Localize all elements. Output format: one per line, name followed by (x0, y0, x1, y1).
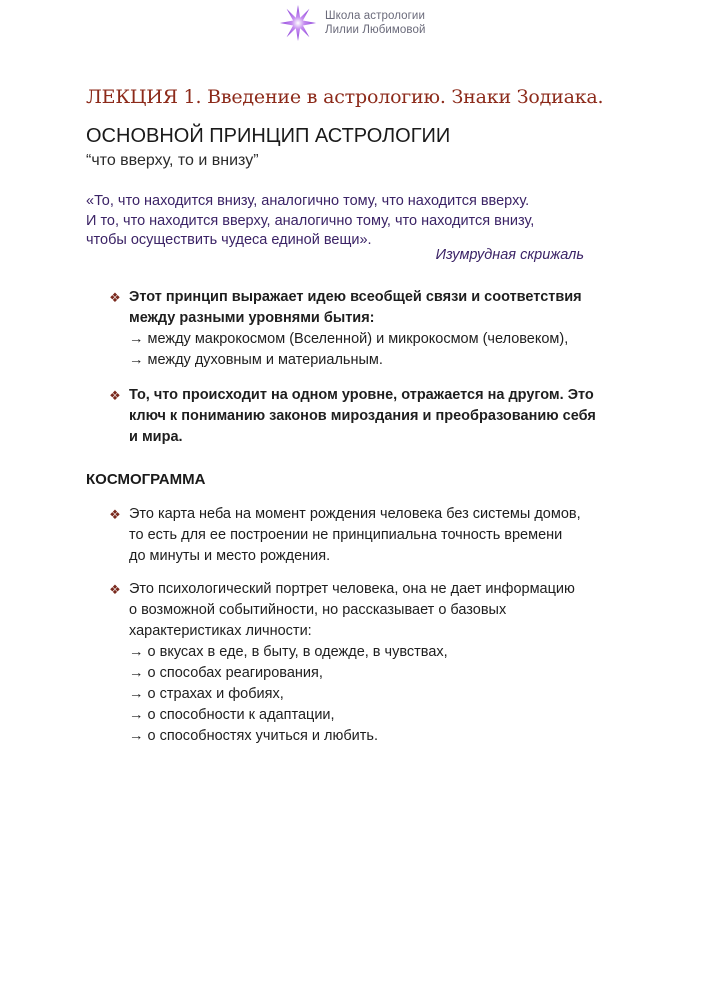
diamond-bullet-icon: ❖ (109, 290, 121, 305)
lecture-title: ЛЕКЦИЯ 1. Введение в астрологию. Знаки Зодиака. (86, 86, 604, 108)
quote-line: «То, что находится внизу, аналогично тому, что находится вверху. (86, 193, 530, 209)
cosmogram-line: о возможной событийности, но рассказывает о базовых (129, 602, 507, 618)
cosmogram-line: до минуты и место рождения. (129, 548, 331, 564)
quote-source: Изумрудная скрижаль (435, 247, 584, 263)
quote-line: И то, что находится вверху, аналогично тому, что находится внизу, (86, 212, 535, 229)
cosmogram-line: → о страхах и фобиях, (129, 686, 284, 702)
subheading: “что вверху, то и внизу” (86, 152, 259, 169)
star-icon (279, 4, 317, 42)
principle-bold-line: между разными уровнями бытия: (129, 310, 375, 326)
diamond-bullet-icon: ❖ (109, 388, 121, 403)
principle-item (108, 385, 623, 448)
logo-line-1: Школа астрологии (325, 10, 425, 22)
principle-line: → между духовным и материальным. (129, 352, 383, 368)
school-logo (279, 3, 426, 43)
cosmogram-line: Это психологический портрет человека, она не дает информацию (129, 581, 575, 597)
logo-text (325, 9, 426, 37)
quote-block (86, 192, 596, 251)
cosmogram-line: Это карта неба на момент рождения человека без системы домов, (129, 506, 581, 522)
cosmogram-item (108, 504, 623, 567)
cosmogram-line: → о способностях учиться и любить. (129, 728, 378, 744)
section-heading: КОСМОГРАММА (86, 471, 206, 488)
principle-item (108, 287, 623, 371)
quote-line: чтобы осуществить чудеса единой вещи». (86, 232, 372, 248)
cosmogram-line: → о способах реагирования, (129, 665, 323, 681)
cosmogram-item (108, 579, 623, 747)
cosmogram-line: → о способности к адаптации, (129, 707, 335, 723)
cosmogram-line: характеристиках личности: (129, 623, 312, 639)
diamond-bullet-icon: ❖ (109, 507, 121, 522)
principle-line: → между макрокосмом (Вселенной) и микрокосмом (человеком), (129, 331, 569, 347)
principle-bold-line: и мира. (129, 429, 183, 445)
diamond-bullet-icon: ❖ (109, 582, 121, 597)
cosmogram-line: то есть для ее построении не принципиальна точность времени (129, 527, 563, 543)
principle-bold-line: То, что происходит на одном уровне, отражается на другом. Это (129, 387, 594, 403)
principle-bold-line: Этот принцип выражает идею всеобщей связи и соответствия (129, 289, 582, 305)
cosmogram-line: → о вкусах в еде, в быту, в одежде, в чувствах, (129, 644, 448, 660)
logo-line-2: Лилии Любимовой (325, 24, 426, 36)
principle-bold-line: ключ к пониманию законов мироздания и преобразованию себя (129, 408, 596, 424)
main-heading: ОСНОВНОЙ ПРИНЦИП АСТРОЛОГИИ (86, 125, 451, 147)
